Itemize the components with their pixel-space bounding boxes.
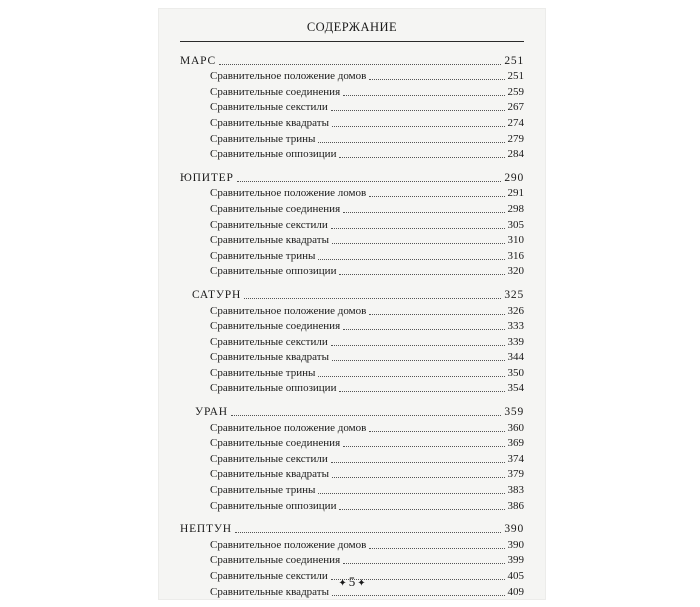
dot-leader [332, 126, 505, 127]
dot-leader [331, 228, 505, 229]
toc-page-number: 259 [507, 85, 524, 98]
toc-section-saturn [180, 286, 524, 395]
toc-page-number: 267 [507, 101, 524, 114]
toc-entry-title: Сравнительные соединения [210, 202, 341, 215]
toc-page-number: 316 [507, 249, 524, 262]
dot-leader [369, 79, 504, 80]
toc-entry [180, 536, 524, 552]
toc-entry-heading [180, 403, 524, 419]
toc-page-number: 320 [507, 265, 524, 278]
toc-page-number: 325 [504, 288, 524, 301]
toc-entry [180, 450, 524, 466]
toc-entry-title: Сравнительные секстили [210, 452, 328, 465]
dot-leader [343, 563, 504, 564]
dot-leader [318, 493, 504, 494]
toc-entry [180, 83, 524, 99]
dot-leader [332, 477, 505, 478]
toc-entry [180, 114, 524, 130]
page-folio [158, 574, 546, 590]
toc-entry [180, 263, 524, 279]
toc-page-number: 339 [507, 335, 524, 348]
toc-entry-title: Сравнительные квадраты [210, 468, 329, 481]
toc-page-number: 251 [504, 54, 524, 67]
dot-leader [318, 142, 504, 143]
toc-page-number: 390 [507, 538, 524, 551]
toc-entry [180, 216, 524, 232]
toc-entry-title: Сравнительные соединения [210, 320, 341, 333]
dot-leader [237, 181, 502, 182]
toc-page-number: 386 [507, 499, 524, 512]
toc-section-jupiter [180, 169, 524, 278]
toc-entry [180, 185, 524, 201]
toc-entry-title: Сравнительные квадраты [210, 116, 329, 129]
header-rule [180, 41, 524, 42]
toc-page-number: 399 [507, 554, 524, 567]
dot-leader [343, 212, 504, 213]
dot-leader [339, 391, 504, 392]
dot-leader [244, 298, 501, 299]
toc-entry [180, 130, 524, 146]
toc-entry-title: Сравнительные трины [210, 132, 316, 145]
dot-leader [331, 345, 505, 346]
toc-entry-title: Сравнительные секстили [210, 218, 328, 231]
toc-entry-title: Сравнительные трины [210, 484, 316, 497]
toc-entry [180, 99, 524, 115]
toc-page-number: 326 [507, 304, 524, 317]
dot-leader [369, 548, 504, 549]
toc-page-number: 310 [507, 234, 524, 247]
toc-page-number: 279 [507, 132, 524, 145]
toc-entry [180, 146, 524, 162]
toc-entry-heading [180, 521, 524, 537]
dot-leader [343, 329, 504, 330]
toc-entry-title: Сравнительное положение ломов [210, 187, 367, 200]
dot-leader [332, 595, 505, 596]
toc-entry [180, 318, 524, 334]
toc-entry-title: Сравнительное положение домов [210, 70, 367, 83]
toc-section-uranus [180, 403, 524, 512]
toc-page-number: 359 [504, 406, 524, 419]
toc-page-number: 383 [507, 484, 524, 497]
toc-entry-title: Сравнительные секстили [210, 335, 328, 348]
toc-page-number: 344 [507, 351, 524, 364]
toc-page-number: 374 [507, 452, 524, 465]
toc-entry [180, 419, 524, 435]
toc-entry [180, 552, 524, 568]
dot-leader [231, 415, 501, 416]
toc-entry-title: Сравнительные соединения [210, 437, 341, 450]
toc-entry [180, 364, 524, 380]
toc-page-number: 291 [507, 187, 524, 200]
toc-page-number: 305 [507, 218, 524, 231]
toc-entry-title: Сравнительное положение домов [210, 538, 367, 551]
toc-entry-title: Сравнительные соединения [210, 85, 341, 98]
toc-entry-title: Сравнительные оппозиции [210, 265, 337, 278]
toc-page-number: 333 [507, 320, 524, 333]
toc-entry [180, 481, 524, 497]
toc-page-number: 251 [507, 70, 524, 83]
toc-entry [180, 497, 524, 513]
table-of-contents [180, 52, 524, 607]
toc-entry-heading [180, 169, 524, 185]
toc-entry [180, 232, 524, 248]
toc-heading-title: САТУРН [192, 288, 242, 301]
toc-entry-title: Сравнительные квадраты [210, 351, 329, 364]
toc-entry [180, 349, 524, 365]
dot-leader [339, 157, 504, 158]
toc-heading-title: МАРС [180, 54, 216, 67]
dot-leader [332, 243, 505, 244]
toc-page-number: 369 [507, 437, 524, 450]
dot-leader [369, 431, 504, 432]
toc-page-number: 298 [507, 202, 524, 215]
ornament-star-icon: ✦ [357, 578, 366, 589]
toc-page-number: 290 [504, 171, 524, 184]
toc-entry-title: Сравнительные трины [210, 366, 316, 379]
toc-page-number: 354 [507, 382, 524, 395]
toc-entry [180, 380, 524, 396]
toc-entry-heading [180, 286, 524, 302]
dot-leader [369, 314, 504, 315]
dot-leader [332, 360, 505, 361]
toc-page-number: 284 [507, 148, 524, 161]
toc-page-number: 274 [507, 116, 524, 129]
toc-entry-title: Сравнительные оппозиции [210, 499, 337, 512]
dot-leader [219, 64, 501, 65]
dot-leader [331, 110, 505, 111]
toc-entry-title: Сравнительные оппозиции [210, 148, 337, 161]
toc-entry [180, 200, 524, 216]
toc-entry-title: Сравнительные секстили [210, 101, 328, 114]
toc-entry [180, 302, 524, 318]
toc-page-number: 350 [507, 366, 524, 379]
page-number: 5 [348, 574, 356, 589]
toc-entry-title: Сравнительное положение домов [210, 304, 367, 317]
toc-entry-title: Сравнительные квадраты [210, 234, 329, 247]
toc-entry [180, 247, 524, 263]
toc-entry-title: Сравнительные трины [210, 249, 316, 262]
dot-leader [339, 509, 504, 510]
toc-entry-title: Сравнительные секстили [210, 570, 328, 582]
toc-entry-title: Сравнительные квадраты [210, 585, 329, 598]
toc-section-mars [180, 52, 524, 161]
toc-heading-title: НЕПТУН [180, 523, 232, 536]
book-page [158, 8, 546, 600]
toc-page-number: 409 [507, 585, 524, 598]
dot-leader [369, 196, 504, 197]
dot-leader [235, 532, 501, 533]
toc-page-number: 360 [507, 421, 524, 434]
toc-heading-title: ЮПИТЕР [180, 171, 234, 184]
toc-page-number: 379 [507, 468, 524, 481]
toc-entry [180, 435, 524, 451]
toc-entry-heading [180, 52, 524, 68]
toc-entry [180, 466, 524, 482]
toc-entry [180, 68, 524, 84]
toc-entry-title: Сравнительное положение домов [210, 421, 367, 434]
toc-page-number: 405 [507, 570, 524, 582]
running-head: СОДЕРЖАНИЕ [306, 20, 398, 34]
toc-entry-title: Сравнительные соединения [210, 554, 341, 567]
dot-leader [331, 462, 505, 463]
toc-heading-title: УРАН [195, 406, 228, 419]
dot-leader [339, 274, 504, 275]
ornament-star-icon: ✦ [338, 578, 347, 589]
dot-leader [318, 259, 504, 260]
toc-entry [180, 333, 524, 349]
toc-page-number: 390 [504, 523, 524, 536]
toc-entry-title: Сравнительные оппозиции [210, 382, 337, 395]
dot-leader [343, 446, 504, 447]
dot-leader [343, 95, 504, 96]
dot-leader [318, 376, 504, 377]
